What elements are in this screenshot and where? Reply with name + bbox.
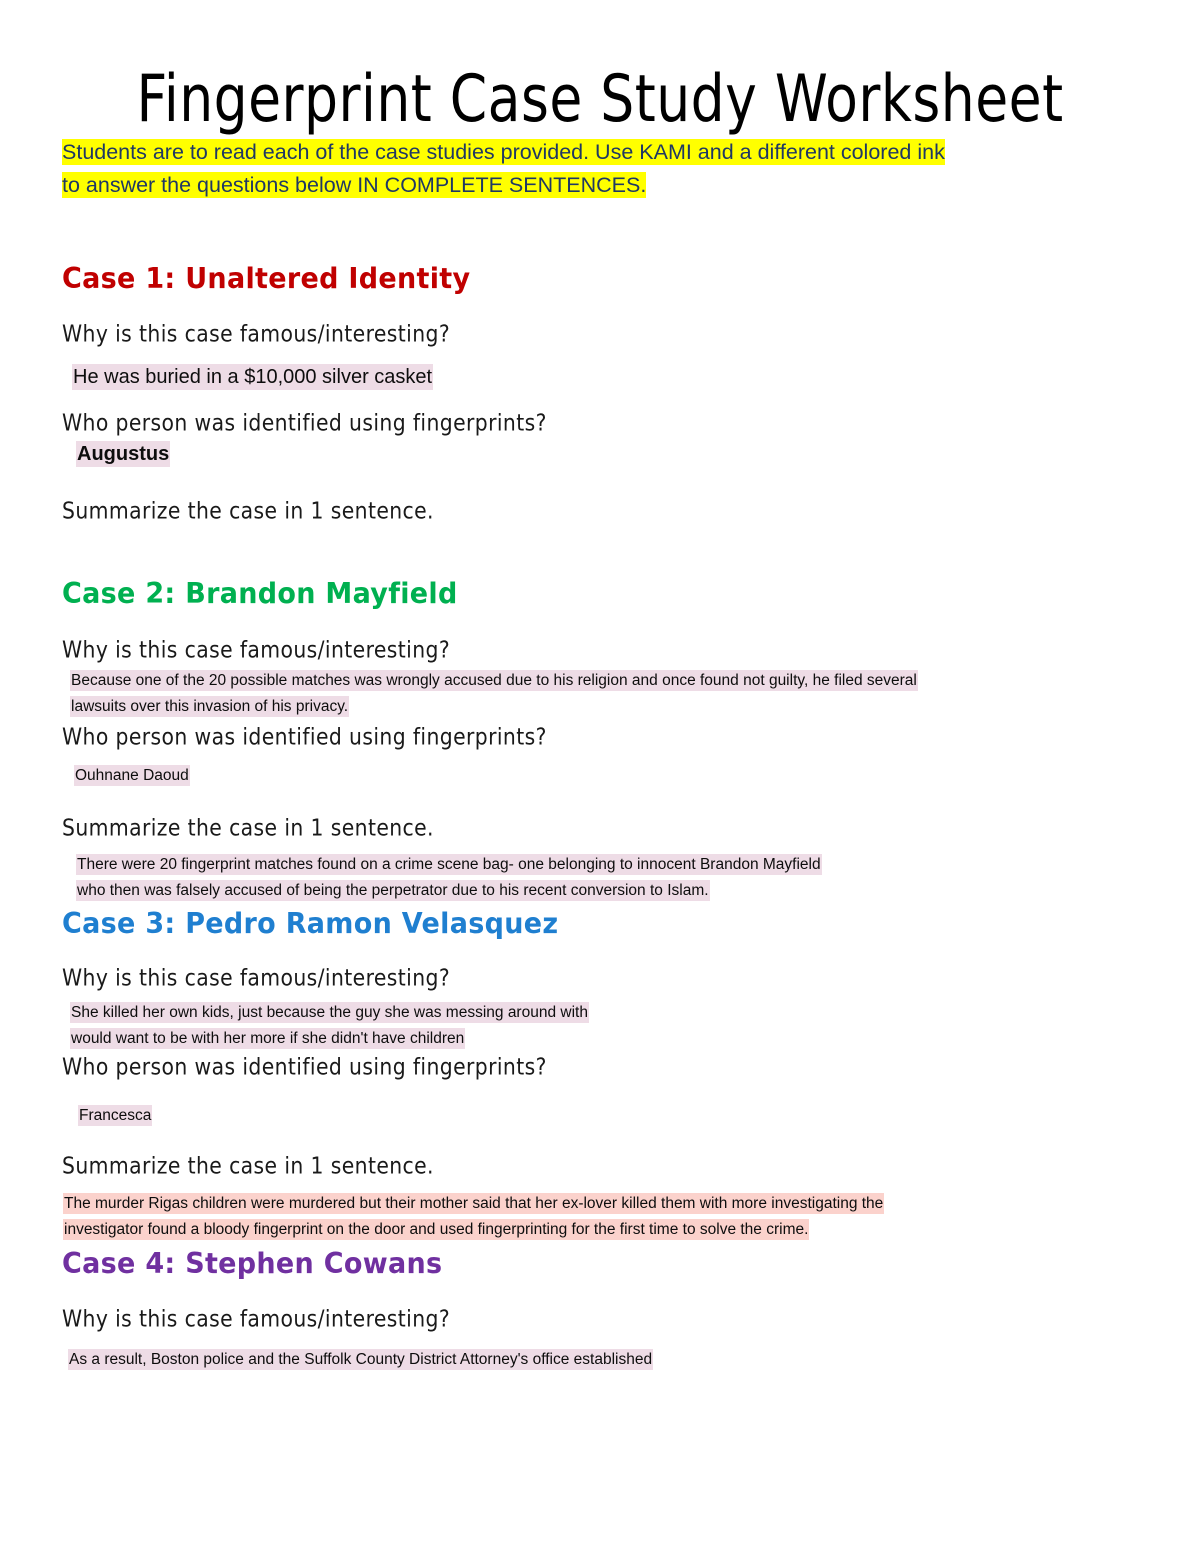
answer-why-3 [70,1000,1138,1052]
question-why-1: Why is this case famous/interesting? [62,320,451,347]
page-title: Fingerprint Case Study Worksheet [136,61,1064,137]
instructions-line-1 [62,136,1138,169]
answer-who-1 [76,439,1138,469]
case-section-1 [62,264,1138,523]
case-section-2 [62,579,1138,904]
answer-why-4-text: As a result, Boston police and the Suffolk County District Attorney's office established [69,1351,653,1369]
question-who-3: Who person was identified using fingerprints? [62,1054,547,1081]
answer-why-2-line-2: lawsuits over this invasion of his privacy. [71,697,349,715]
answer-summary-3 [63,1191,1138,1243]
answer-why-3-line-2: would want to be with her more if she didn't have children [71,1030,465,1048]
question-who-2: Who person was identified using fingerprints? [62,723,547,750]
question-summarize-1: Summarize the case in 1 sentence. [62,497,434,524]
instructions-block [62,136,1138,202]
case-heading-3: Case 3: Pedro Ramon Velasquez [62,908,559,941]
answer-who-3 [78,1103,1138,1129]
case-section-3 [62,909,1138,1242]
question-why-3: Why is this case famous/interesting? [62,965,451,991]
answer-why-1-text: He was buried in a $10,000 silver casket [73,365,433,388]
case-heading-2: Case 2: Brandon Mayfield [62,578,458,611]
case-heading-1: Case 1: Unaltered Identity [62,262,471,296]
instructions-line-1-text: Students are to read each of the case studies provided. Use KAMI and a different colored ink [62,139,945,164]
answer-who-1-text: Augustus [77,442,170,465]
case-heading-4: Case 4: Stephen Cowans [62,1247,443,1281]
answer-why-2 [70,668,1138,720]
answer-why-4 [68,1347,1138,1373]
question-why-2: Why is this case famous/interesting? [62,636,451,663]
answer-who-2 [74,763,1138,789]
answer-summary-3-line-1: The murder Rigas children were murdered but their mother said that her ex-lover killed them with more investigating the [64,1194,884,1212]
answer-why-3-line-1: She killed her own kids, just because the guy she was messing around with [71,1004,588,1022]
answer-why-1 [72,362,1138,392]
answer-summary-2-line-2: who then was falsely accused of being the perpetrator due to his recent conversion to Islam. [77,882,709,900]
instructions-line-2 [62,169,1138,202]
answer-who-2-text: Ouhnane Daoud [75,767,189,785]
answer-summary-2 [76,852,1138,904]
question-summarize-3: Summarize the case in 1 sentence. [62,1153,434,1180]
question-why-4: Why is this case famous/interesting? [62,1306,451,1333]
answer-who-3-text: Francesca [79,1107,152,1125]
question-who-1: Who person was identified using fingerprints? [62,409,547,436]
answer-summary-2-line-1: There were 20 fingerprint matches found on a crime scene bag- one belonging to innocent Brandon Mayfield [77,856,821,874]
case-section-4 [62,1249,1138,1374]
question-summarize-2: Summarize the case in 1 sentence. [62,815,434,842]
answer-summary-3-line-2: investigator found a bloody fingerprint on the door and used fingerprinting for the first time to solve the crime. [64,1220,809,1238]
instructions-line-2-text: to answer the questions below IN COMPLETE SENTENCES. [62,172,647,197]
answer-why-2-line-1: Because one of the 20 possible matches was wrongly accused due to his religion and once found not guilty, he filed several [71,671,917,689]
